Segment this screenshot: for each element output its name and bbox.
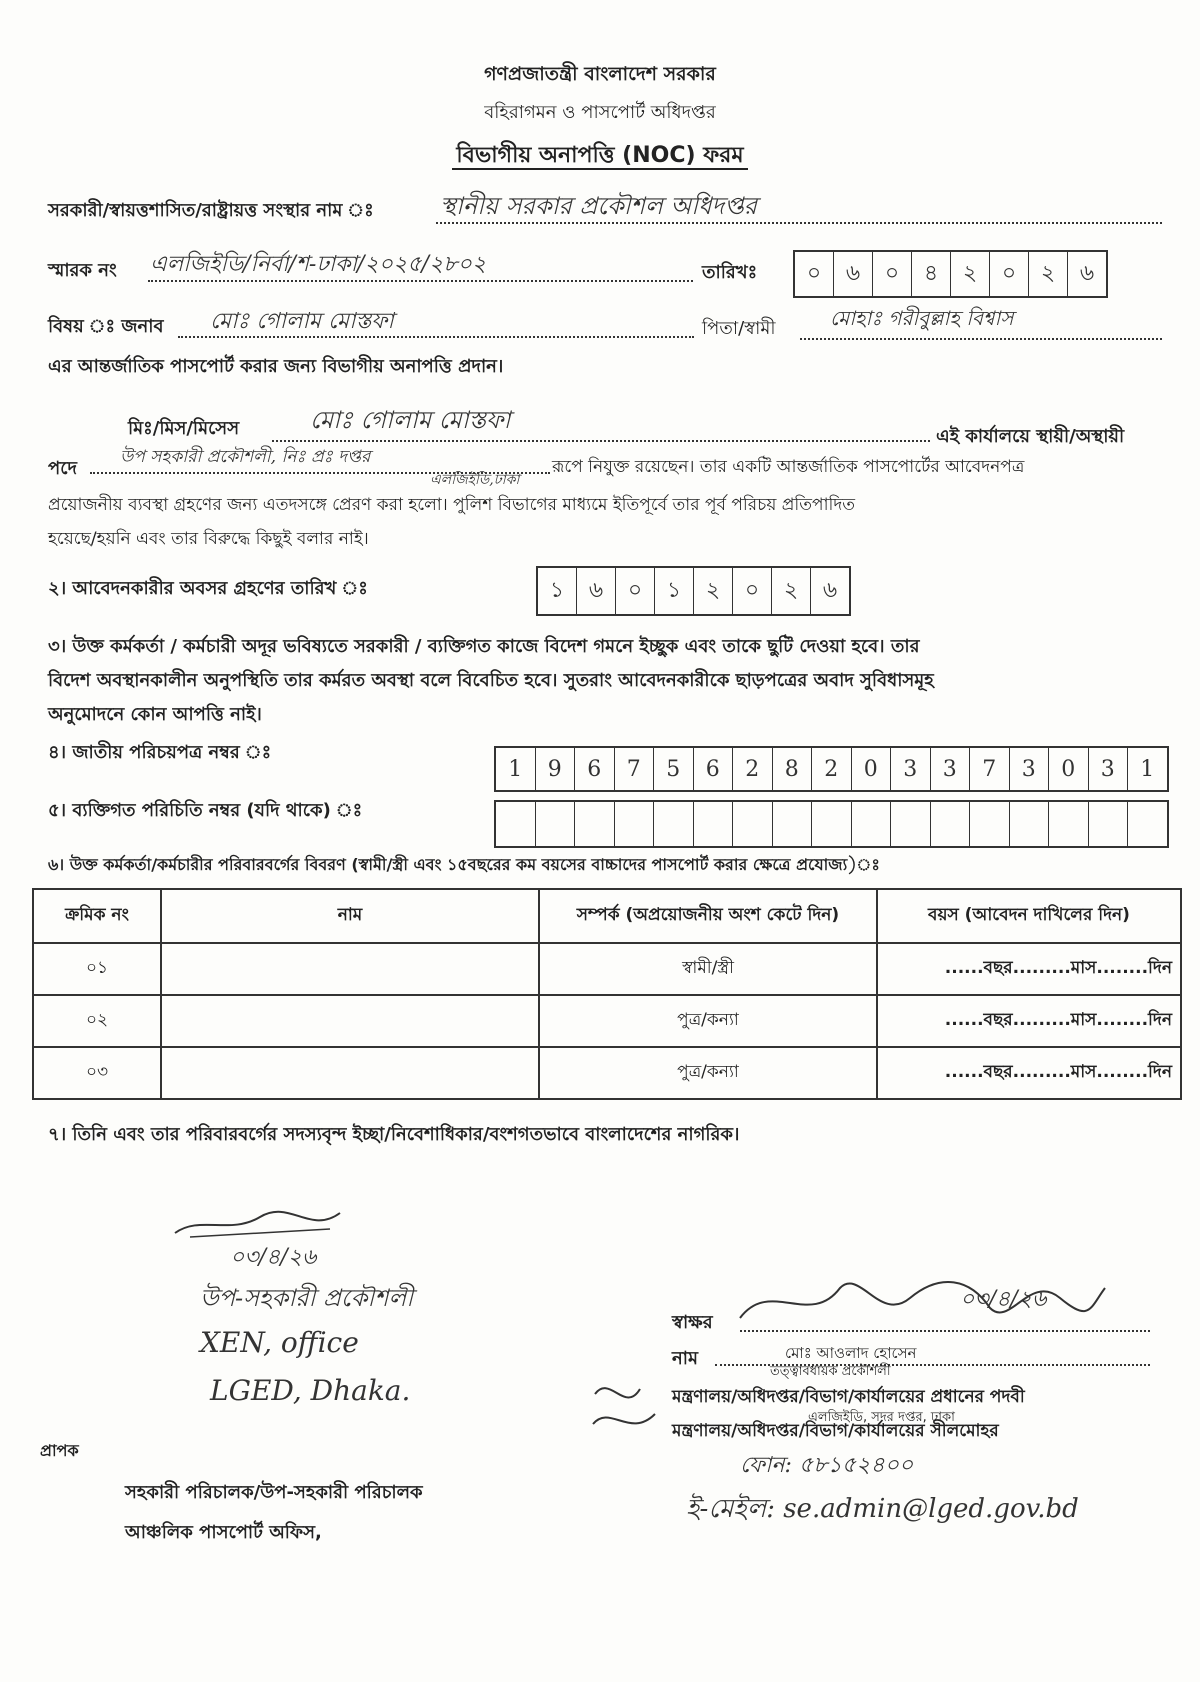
citizenship-statement: ৭। তিনি এবং তার পরিবারবর্গের সদস্যবৃন্দ ইচ্ছা/নিবেশাধিকার/বংশগতভাবে বাংলাদেশের নাগরিক। [48,1124,740,1145]
digit-box: ২ [951,252,990,296]
row-serial: ০২ [33,995,161,1047]
para1-text3: হয়েছে/হয়নি এবং তার বিরুদ্ধে কিছুই বলার নাই। [48,529,369,549]
org-value: স্থানীয় সরকার প্রকৌশল অধিদপ্তর [440,192,758,220]
digit-box [891,802,931,846]
subject-dotted-line [178,336,694,338]
family-table-header [33,889,1181,943]
date-label: তারিখঃ [702,262,758,283]
para1-name: মোঃ গোলাম মোস্তফা [310,406,511,434]
memo-label: স্মারক নং [48,260,117,281]
item3-line3: অনুমোদনে কোন আপত্তি নাই। [48,704,262,725]
subject-line2: এর আন্তর্জাতিক পাসপোর্ট করার জন্য বিভাগীয় অনাপত্তি প্রদান। [48,356,504,377]
govt-name: গণপ্রজাতন্ত্রী বাংলাদেশ সরকার [484,63,716,85]
subject-label: বিষয় ঃ জনাব [48,316,164,337]
header-relation: সম্পর্ক (অপ্রয়োজনীয় অংশ কেটে দিন) [539,889,877,943]
row-relation: স্বামী/স্ত্রী [539,943,877,995]
stamp-line2: এলজিইডি, সদর দপ্তর, ঢাকা [808,1410,955,1425]
row-serial: ০১ [33,943,161,995]
digit-box: ৬ [822,577,838,603]
personal-id-label: ৫। ব্যক্তিগত পরিচিতি নম্বর (যদি থাকে) ঃ [48,800,363,821]
department-name: বহিরাগমন ও পাসপোর্ট অধিদপ্তর [484,102,716,123]
digit-box: ২ [694,568,733,614]
digit-box: ৬ [1079,260,1095,286]
digit-box: ২ [772,568,811,614]
nid-label: ৪। জাতীয় পরিচয়পত্র নম্বর ঃ [48,742,272,763]
row-name [161,943,539,995]
digit-box: ০ [990,252,1029,296]
sign-label: স্বাক্ষর [672,1312,713,1333]
digit-box: ৪ [912,252,951,296]
digit-box [773,802,813,846]
digit-box: 3 [891,748,931,790]
row-name [161,1047,539,1099]
digit-box: ২ [1029,252,1068,296]
digit-box: 3 [1010,748,1050,790]
row-age: ......বছর.........মাস........দিন [877,943,1181,995]
row-serial: ০৩ [33,1047,161,1099]
phone-handwritten: ফোন: ৫৮১৫২৪০০ [740,1453,914,1478]
sign-dotted [740,1330,1150,1332]
para1-text2: প্রয়োজনীয় ব্যবস্থা গ্রহণের জন্য এতদসঙ্গে প্রেরণ করা হলো। পুলিশ বিভাগের মাধ্যমে ইতিপূর্বে তার পূর্ব পরিচয় প্রতিপাদিত [48,495,856,515]
family-table [32,888,1182,1100]
email-handwritten: ই-মেইল: se.admin@lged.gov.bd [686,1494,1079,1524]
digit-box: ১ [655,568,694,614]
digit-box: ০ [616,568,655,614]
digit-box: ১ [538,568,577,614]
digit-box [931,802,971,846]
digit-box: 5 [654,748,694,790]
digit-box [1089,802,1129,846]
digit-box: 1 [1140,756,1155,782]
post-value: উপ সহকারী প্রকৌশলী, নিঃ প্রঃ দপ্তর [120,447,371,467]
father-dotted-line [800,338,1162,340]
nid-boxes [494,746,1169,792]
initials-icon [585,1374,665,1444]
para1-name-dotted [272,440,930,442]
item3-paragraph [48,630,1178,732]
digit-box [615,802,655,846]
row-age: ......বছর.........মাস........দিন [877,1047,1181,1099]
header-serial: ক্রমিক নং [33,889,161,943]
form-title-text: বিভাগীয় অনাপত্তি (NOC) ফরম [452,143,747,170]
item3-line2: বিদেশ অবস্থানকালীন অনুপস্থিতি তার কর্মরত অবস্থা বলে বিবেচিত হবে। সুতরাং আবেদনকারীকে ছাড়পত্রের অবাদ সুবিধাসমূহ [48,670,934,691]
digit-box [852,802,892,846]
digit-box: 2 [812,748,852,790]
digit-box [1128,802,1167,846]
initial-signature-icon [170,1205,350,1245]
signature-icon [730,1268,1110,1338]
digit-box: ০ [795,252,834,296]
personal-id-boxes [494,800,1169,848]
digit-box [1049,802,1089,846]
digit-box: 2 [733,748,773,790]
name-label: নাম [672,1348,698,1369]
digit-box [496,802,536,846]
retirement-label: ২। আবেদনকারীর অবসর গ্রহণের তারিখ ঃ [48,578,368,599]
recipient-label: প্রাপক [40,1441,79,1460]
digit-box: ৬ [577,568,616,614]
digit-box: 3 [1089,748,1129,790]
stamp-name: মোঃ আওলাদ হোসেন [785,1344,917,1362]
date-boxes [793,250,1108,298]
header-name: নাম [161,889,539,943]
signature-date: ০৩/৪/২৬ [960,1287,1047,1312]
recipient-line2: আঞ্চলিক পাসপোর্ট অফিস, [125,1522,322,1543]
table-row [33,995,1181,1047]
family-label: ৬। উক্ত কর্মকর্তা/কর্মচারীর পরিবারবর্গের বিবরণ (স্বামী/স্ত্রী এবং ১৫বছরের কম বয়সের বাচ্চাদের পাসপোর্ট করার ক্ষেত্রে প্রযোজ্য)ঃ [48,855,880,874]
designation-label: মন্ত্রণালয়/অধিদপ্তর/বিভাগ/কার্যালয়ের প্রধানের পদবী [672,1387,1025,1407]
digit-box: 8 [773,748,813,790]
para1-text1: রূপে নিযুক্ত রয়েছেন। তার একটি আন্তর্জাতিক পাসপোর্টের আবেদনপত্র [552,457,1025,477]
salutation: মিঃ/মিস/মিসেস [128,418,240,439]
digit-box [1010,802,1050,846]
digit-box: 6 [575,748,615,790]
row-relation: পুত্র/কন্যা [539,1047,877,1099]
digit-box: 7 [970,748,1010,790]
digit-box: 0 [1049,748,1089,790]
digit-box: 6 [694,748,734,790]
table-row [33,1047,1181,1099]
digit-box: 0 [852,748,892,790]
form-title [0,138,1200,175]
digit-box: 9 [536,748,576,790]
post-annotation: এলজিইডি,ঢাকা [430,472,520,488]
recipient-line1: সহকারী পরিচালক/উপ-সহকারী পরিচালক [125,1482,423,1503]
post-dotted [90,472,550,474]
note-location: LGED, Dhaka. [210,1374,411,1407]
org-label: সরকারী/স্বায়ত্তশাসিত/রাষ্ট্রায়ত্ত সংস্থার নাম ঃ [48,200,374,221]
digit-box [536,802,576,846]
header-age: বয়স (আবেদন দাখিলের দিন) [877,889,1181,943]
row-name [161,995,539,1047]
stamp-line1: তত্ত্বাবধায়ক প্রকৌশলী [770,1364,891,1379]
digit-box [733,802,773,846]
digit-box [694,802,734,846]
memo-value: এলজিইডি/নির্বা/শ-ঢাকা/২০২৫/২৮০২ [150,252,487,277]
digit-box [970,802,1010,846]
row-relation: পুত্র/কন্যা [539,995,877,1047]
father-label: পিতা/স্বামী [702,318,776,339]
digit-box: 7 [615,748,655,790]
table-row [33,943,1181,995]
row-age: ......বছর.........মাস........দিন [877,995,1181,1047]
digit-box: ৬ [834,252,873,296]
post-label: পদে [48,458,77,479]
note-designation: উপ-সহকারী প্রকৌশলী [200,1284,414,1312]
digit-box [575,802,615,846]
memo-dotted-line [148,280,693,282]
seal-label: মন্ত্রণালয়/অধিদপ্তর/বিভাগ/কার্যালয়ের সীলমোহর [672,1421,999,1441]
note-office: XEN, office [200,1326,359,1359]
digit-box: ০ [733,568,772,614]
digit-box: 1 [496,748,536,790]
item3-line1: ৩। উক্ত কর্মকর্তা / কর্মচারী অদূর ভবিষ্যতে সরকারী / ব্যক্তিগত কাজে বিদেশ গমনে ইচ্ছুক এবং তাকে ছুটি দেওয়া হবে। তার [48,636,920,657]
digit-box: 3 [931,748,971,790]
digit-box [654,802,694,846]
office-suffix: এই কার্যালয়ে স্থায়ী/অস্থায়ী [936,426,1125,447]
org-dotted-line [436,222,1162,224]
father-value: মোহাঃ গরীবুল্লাহ বিশ্বাস [830,306,1014,330]
retirement-date-boxes [536,566,851,616]
note-date: ০৩/৪/২৬ [230,1245,317,1270]
subject-name: মোঃ গোলাম মোস্তফা [210,309,394,334]
digit-box: ০ [873,252,912,296]
digit-box [812,802,852,846]
